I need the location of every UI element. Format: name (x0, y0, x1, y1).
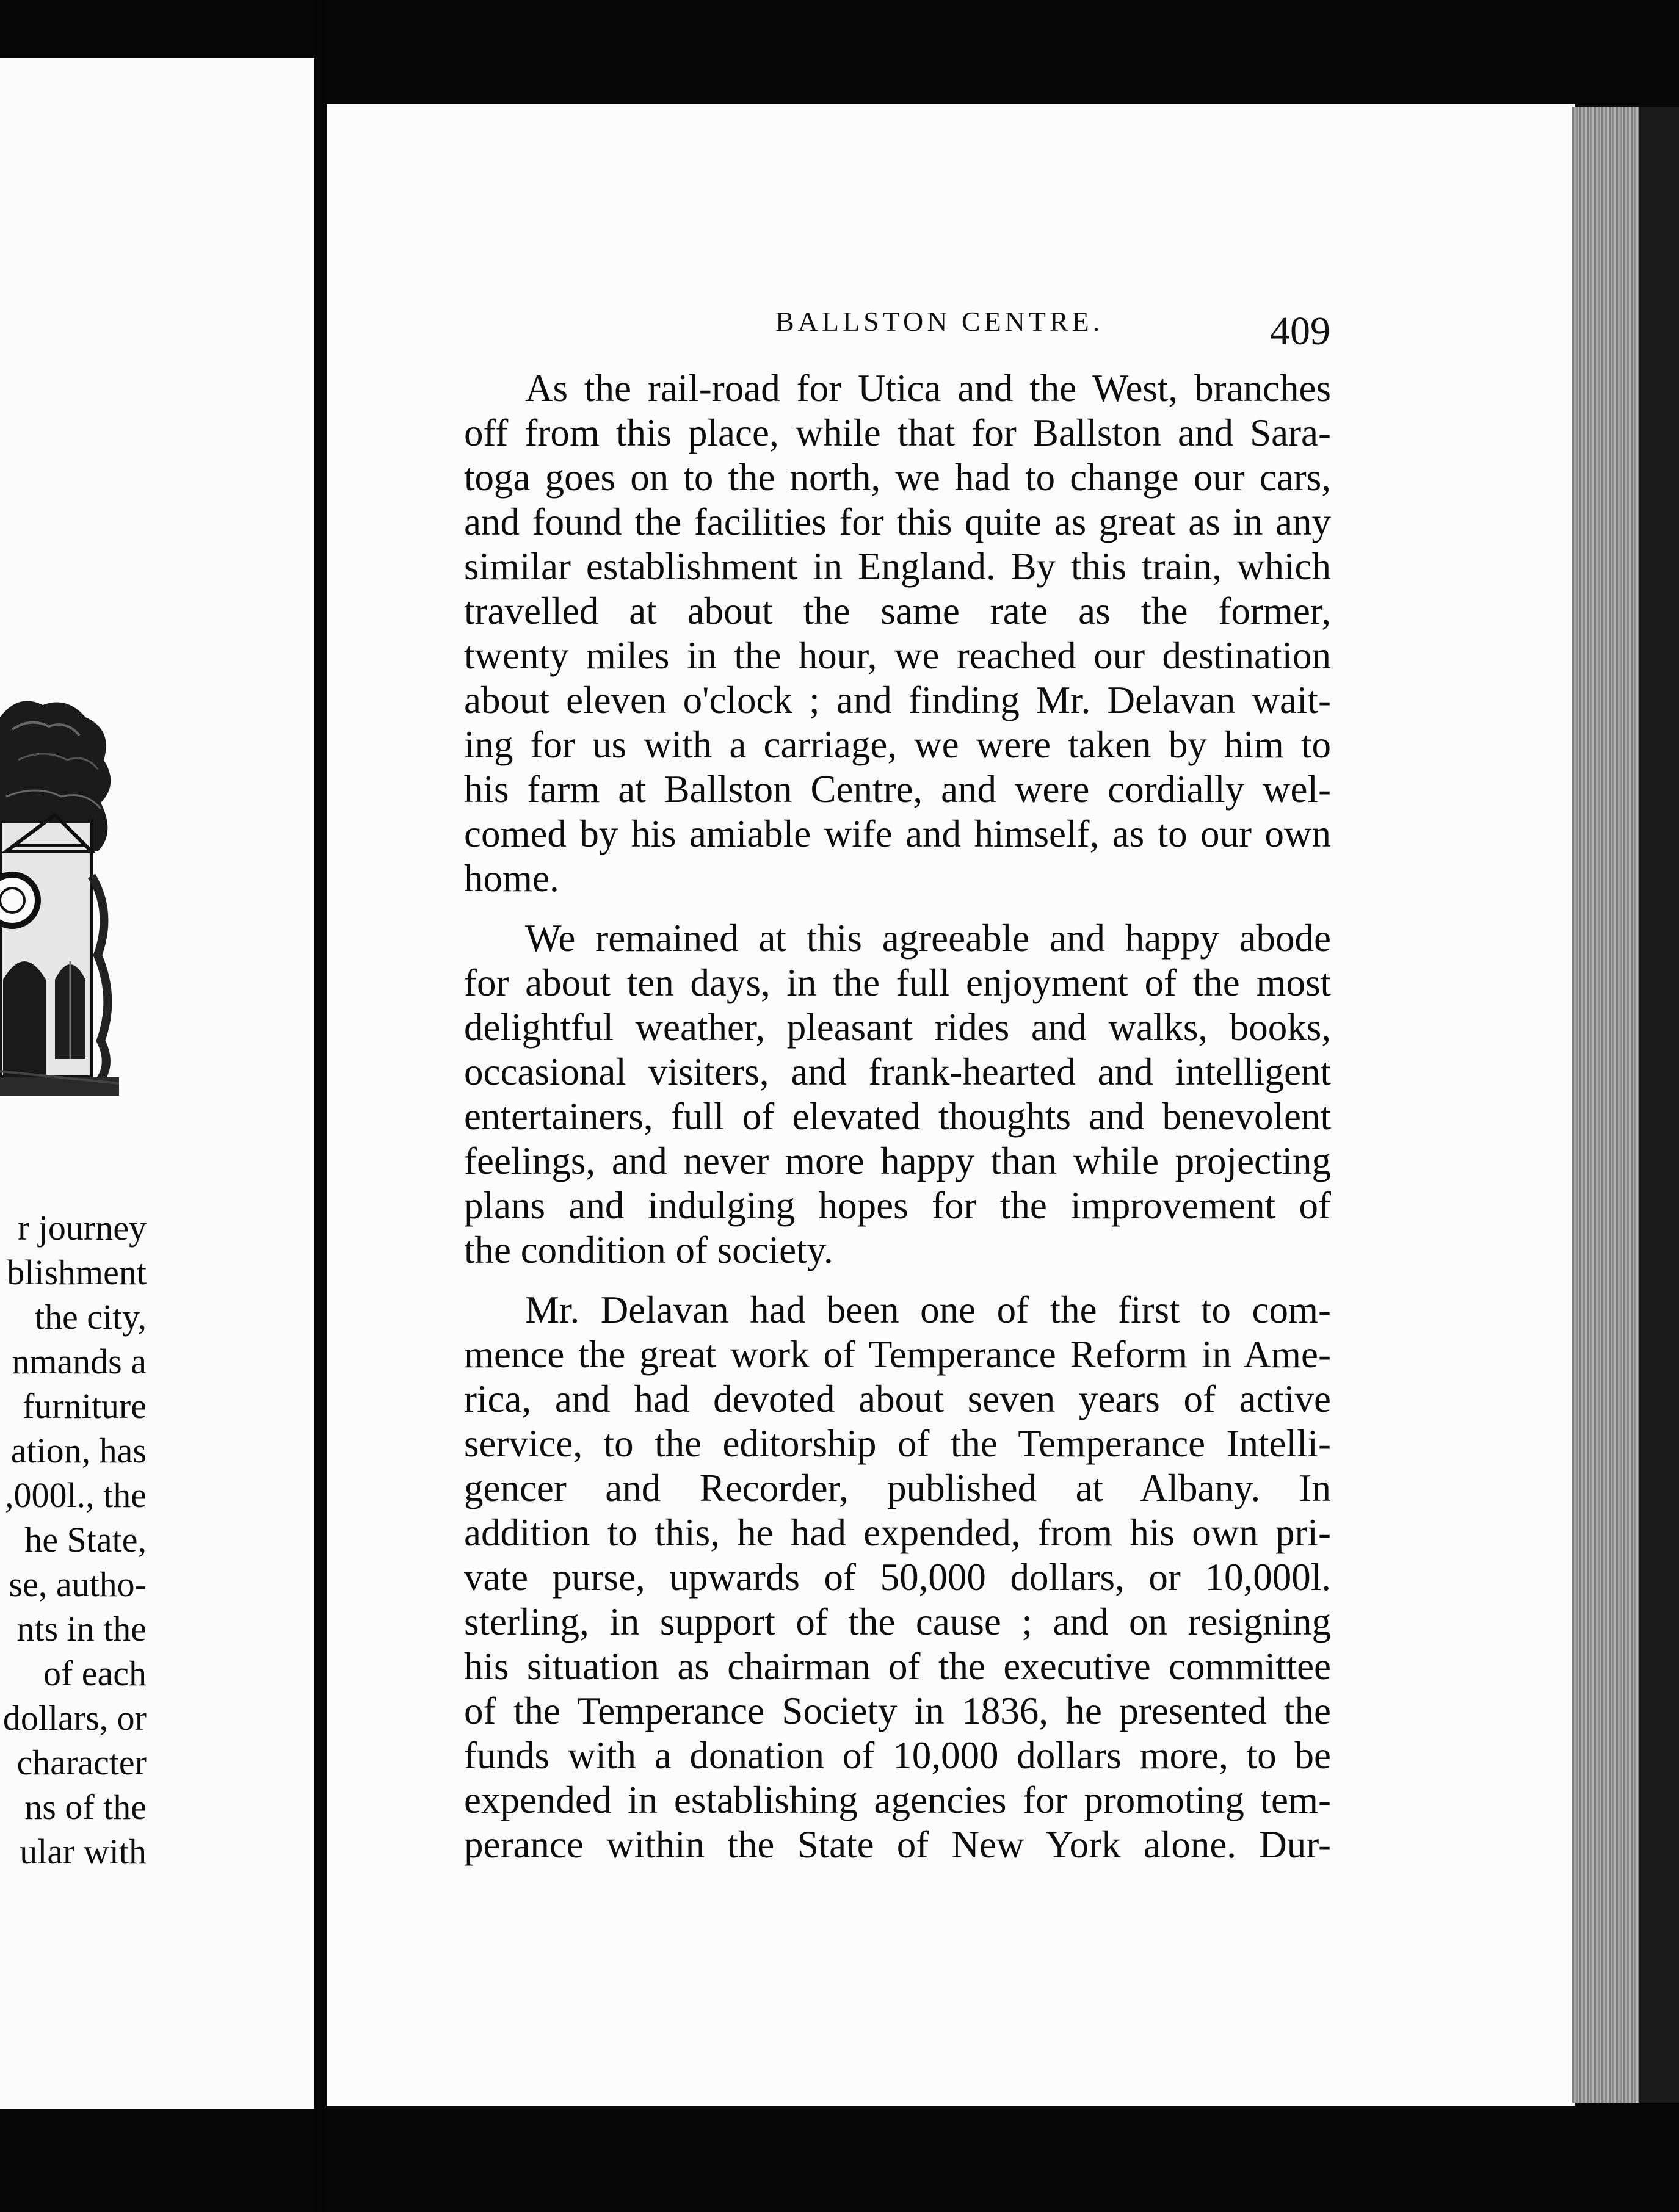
text-line: ing for us with a carriage, we were taken by him to (464, 723, 1331, 766)
text-line: for about ten days, in the full enjoyment of the most (464, 961, 1331, 1004)
left-page (0, 58, 314, 2109)
text-line: feelings, and never more happy than while projecting (464, 1140, 1331, 1182)
left-text-line: ns of the (24, 1787, 147, 1827)
left-text-line: nts in the (16, 1609, 147, 1649)
text-line: toga goes on to the north, we had to change our cars, (464, 456, 1331, 499)
book-gutter (314, 0, 327, 2212)
left-text-line: ,000l., the (5, 1475, 147, 1515)
text-line: occasional visiters, and frank-hearted and intelligent (464, 1050, 1331, 1093)
text-line: entertainers, full of elevated thoughts and benevolent (464, 1095, 1331, 1138)
text-line: his situation as chairman of the executive committee (464, 1645, 1331, 1688)
left-text-line: se, autho- (9, 1564, 147, 1604)
text-line: perance within the State of New York alone. Dur- (464, 1823, 1331, 1866)
text-line: rica, and had devoted about seven years of active (464, 1378, 1331, 1420)
text-line: home. (464, 857, 559, 900)
left-text-line: r journey (18, 1208, 147, 1248)
church-engraving (0, 693, 119, 1096)
text-line: delightful weather, pleasant rides and walks, books, (464, 1006, 1331, 1049)
text-line: expended in establishing agencies for promoting tem- (464, 1779, 1331, 1821)
left-text-line: character (16, 1743, 147, 1782)
left-text-line: dollars, or (2, 1698, 147, 1738)
text-line: of the Temperance Society in 1836, he presented the (464, 1690, 1331, 1732)
text-line: and found the facilities for this quite as great as in any (464, 501, 1331, 543)
left-text-line: ation, has (10, 1431, 147, 1470)
text-line: We remained at this agreeable and happy abode (525, 917, 1331, 960)
left-text-line: ular with (20, 1832, 147, 1871)
left-text-line: nmands a (12, 1342, 147, 1381)
body-text (464, 366, 1331, 1882)
text-line: As the rail-road for Utica and the West, branches (525, 367, 1331, 410)
text-line: plans and indulging hopes for the improvement of (464, 1184, 1331, 1227)
paragraph (464, 1288, 1331, 1867)
paragraph (464, 366, 1331, 901)
text-line: service, to the editorship of the Temperance Intelli- (464, 1422, 1331, 1465)
left-text-line: furniture (23, 1386, 147, 1426)
text-line: mence the great work of Temperance Reform in Ame- (464, 1333, 1331, 1376)
text-line: Mr. Delavan had been one of the first to com- (525, 1289, 1331, 1331)
running-head: BALLSTON CENTRE. (775, 306, 1104, 337)
text-line: off from this place, while that for Ballston and Sara- (464, 411, 1331, 454)
text-line: vate purse, upwards of 50,000 dollars, or 10,000l. (464, 1556, 1331, 1599)
text-line: twenty miles in the hour, we reached our destination (464, 634, 1331, 677)
left-text-line: of each (43, 1654, 147, 1693)
paragraph (464, 916, 1331, 1273)
page-edges (1572, 107, 1639, 2103)
text-line: comed by his amiable wife and himself, as to our own (464, 812, 1331, 855)
text-line: sterling, in support of the cause ; and on resigning (464, 1600, 1331, 1643)
page-number: 409 (1270, 309, 1330, 353)
text-line: addition to this, he had expended, from his own pri- (464, 1511, 1331, 1554)
text-line: funds with a donation of 10,000 dollars more, to be (464, 1734, 1331, 1777)
left-text-line: blishment (7, 1252, 147, 1292)
text-line: about eleven o'clock ; and finding Mr. Delavan wait- (464, 679, 1331, 721)
left-text-line: he State, (24, 1520, 147, 1560)
book-edge-shadow (1639, 107, 1679, 2103)
left-page-text (0, 1205, 147, 1874)
text-line: travelled at about the same rate as the former, (464, 590, 1331, 632)
text-line: the condition of society. (464, 1229, 833, 1271)
text-line: his farm at Ballston Centre, and were cordially wel- (464, 768, 1331, 811)
text-line: gencer and Recorder, published at Albany. In (464, 1467, 1331, 1509)
text-line: similar establishment in England. By this train, which (464, 545, 1331, 588)
left-text-line: the city, (34, 1297, 147, 1337)
